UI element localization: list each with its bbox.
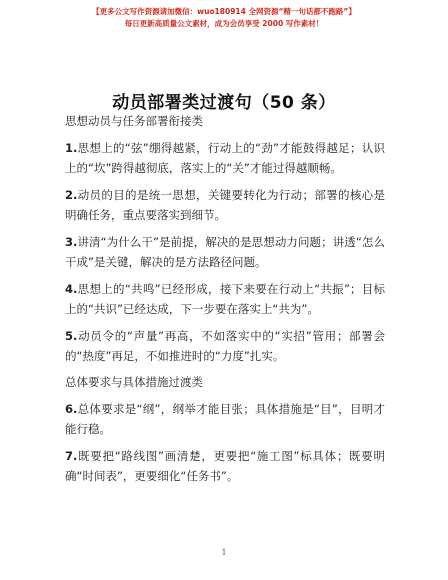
item-text: 思想上的“共鸣”已经形成，接下来要在行动上“共振”；目标上的“共识”已经达成，下一步要在落实上“共为”。 (65, 282, 385, 316)
document-title: 动员部署类过渡句（50 条） (112, 93, 336, 113)
list-item (65, 138, 385, 178)
item-text: 动员令的“声量”再高，不如落实中的“实招”管用；部署会的“热度”再足，不如推进时的“力度”扎实。 (65, 329, 385, 363)
item-text: 讲清“为什么干”是前提，解决的是思想动力问题；讲透“怎么干成”是关键，解决的是方法路径问题。 (65, 235, 385, 269)
item-number: 6. (65, 402, 78, 416)
item-number: 2. (65, 188, 78, 202)
item-number: 7. (65, 449, 78, 463)
promo-banner-line-1: 【更多公文写作资源请加微信：wuo180914 全网资源“精一句话都不跑路”】 (92, 7, 356, 16)
page-number: 1 (221, 548, 227, 557)
item-number: 3. (65, 235, 78, 249)
promo-banner (0, 6, 448, 30)
list-item (65, 326, 385, 366)
list-item (65, 185, 385, 225)
item-text: 思想上的“弦”绷得越紧，行动上的“劲”才能鼓得越足；认识上的“坎”跨得越彻底，落实上的“关”才能过得越顺畅。 (65, 141, 385, 175)
item-text: 动员的目的是统一思想，关键要转化为行动；部署的核心是明确任务，重点要落实到细节。 (65, 188, 385, 222)
section-heading: 总体要求与具体措施过渡类 (65, 375, 203, 389)
item-number: 5. (65, 329, 78, 343)
item-number: 1. (65, 141, 78, 155)
list-item (65, 279, 385, 319)
promo-banner-line-2: 每日更新高质量公文素材，成为会员享受 2000 写作素材！ (124, 19, 324, 28)
item-text: 既要把“路线图”画清楚，更要把“施工图”标具体；既要明确“时间表”，更要细化“任务书”。 (65, 449, 385, 483)
item-text: 总体要求是“纲”，纲举才能目张；具体措施是“目”，目明才能行稳。 (65, 402, 385, 436)
section-heading: 思想动员与任务部署衔接类 (65, 114, 203, 128)
list-item (65, 399, 385, 439)
document-body (65, 112, 385, 493)
item-number: 4. (65, 282, 78, 296)
list-item (65, 446, 385, 486)
list-item (65, 232, 385, 272)
